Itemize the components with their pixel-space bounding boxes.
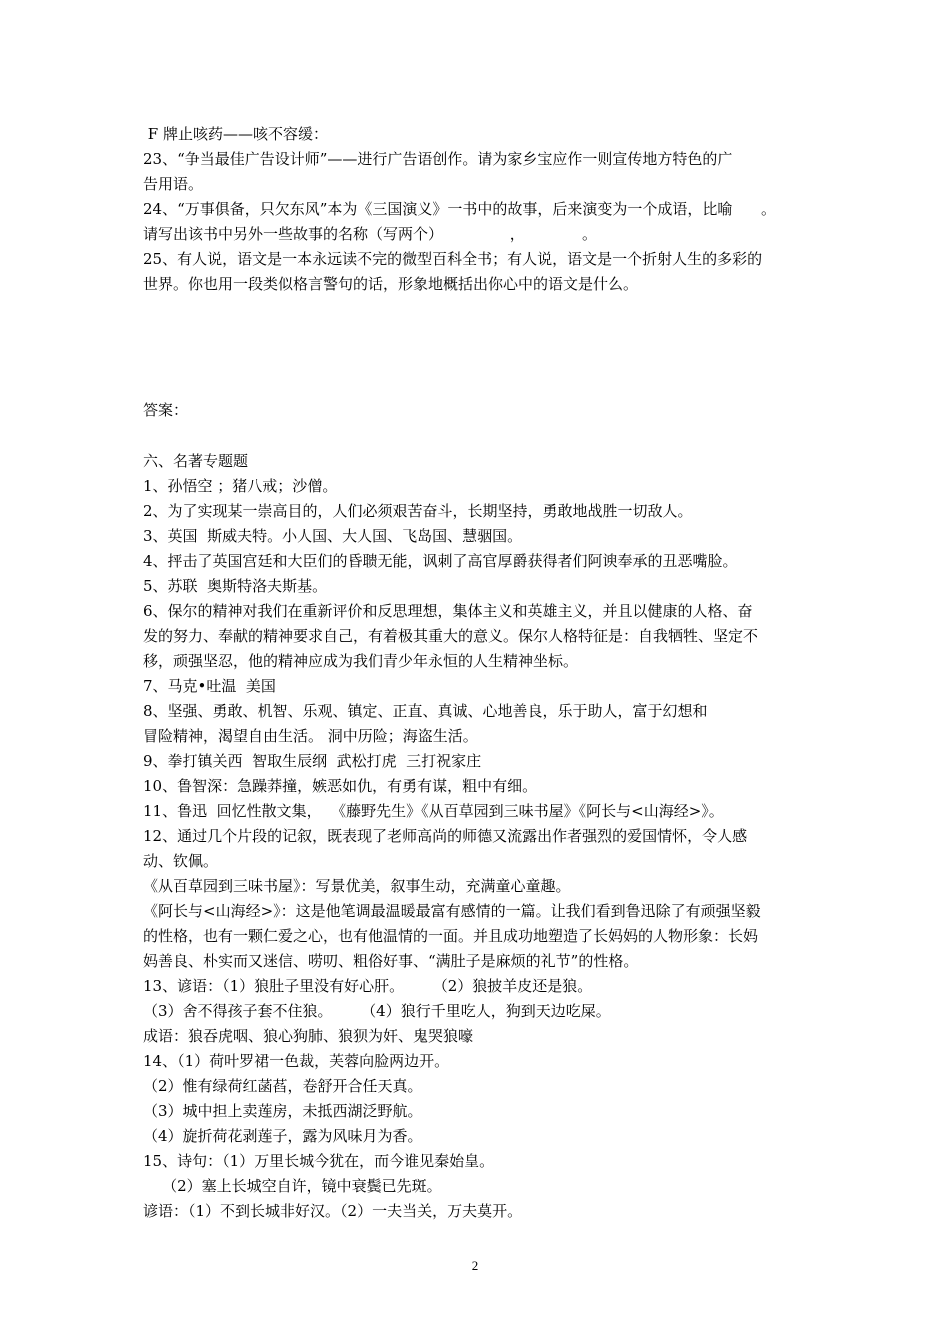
answer-line: （3）城中担上卖莲房，未抵西湖泛野航。 bbox=[143, 1102, 423, 1120]
answer-line: 4、抨击了英国宫廷和大臣们的昏聩无能，讽刺了高官厚爵获得者们阿谀奉承的丑恶嘴脸。 bbox=[143, 552, 738, 570]
answer-line: 六、名著专题题 bbox=[143, 452, 249, 470]
answer-line: 15、诗句：（1）万里长城今犹在，而今谁见秦始皇。 bbox=[143, 1152, 495, 1170]
answer-line: 13、谚语：（1）狼肚子里没有好心肝。 （2）狼披羊皮还是狼。 bbox=[143, 977, 593, 995]
answer-heading: 答案： bbox=[143, 401, 189, 419]
answer-line: 8、坚强、勇敢、机智、乐观、镇定、正直、真诚、心地善良，乐于助人，富于幻想和 bbox=[143, 702, 708, 720]
answer-line: 9、拳打镇关西 智取生辰纲 武松打虎 三打祝家庄 bbox=[143, 752, 482, 770]
question-line: 告用语。 bbox=[143, 175, 204, 193]
answer-line: 12、通过几个片段的记叙，既表现了老师高尚的师德又流露出作者强烈的爱国情怀，令人感 bbox=[143, 827, 748, 845]
answer-line: 妈善良、朴实而又迷信、唠叨、粗俗好事、“满肚子是麻烦的礼节”的性格。 bbox=[143, 952, 639, 970]
question-line: 23、“争当最佳广告设计师”——进行广告语创作。请为家乡宝应作一则宣传地方特色的广 bbox=[143, 150, 733, 168]
question-line: 25、有人说，语文是一本永远读不完的微型百科全书；有人说，语文是一个折射人生的多彩的 bbox=[143, 250, 763, 268]
answer-line: 移，顽强坚忍，他的精神应成为我们青少年永恒的人生精神坐标。 bbox=[143, 652, 579, 670]
page-number: 2 bbox=[471, 1258, 479, 1273]
answer-line: 1、孙悟空 ；猪八戒；沙僧。 bbox=[143, 477, 338, 495]
answer-line: 2、为了实现某一崇高目的，人们必须艰苦奋斗，长期坚持，勇敢地战胜一切敌人。 bbox=[143, 502, 693, 520]
answer-line: 《阿长与<山海经>》：这是他笔调最温暖最富有感情的一篇。让我们看到鲁迅除了有顽强坚毅 bbox=[143, 902, 761, 920]
answer-line: 谚语：（1）不到长城非好汉。（2）一夫当关，万夫莫开。 bbox=[143, 1202, 523, 1220]
answer-line: 10、鲁智深：急躁莽撞，嫉恶如仇，有勇有谋，粗中有细。 bbox=[143, 777, 538, 795]
question-line: 世界。你也用一段类似格言警句的话，形象地概括出你心中的语文是什么。 bbox=[143, 275, 639, 293]
answer-line: 成语：狼吞虎咽、狼心狗肺、狼狈为奸、鬼哭狼嚎 bbox=[143, 1027, 474, 1045]
answer-line: （3）舍不得孩子套不住狼。 （4）狼行千里吃人，狗到天边吃屎。 bbox=[143, 1002, 611, 1020]
answer-line: 冒险精神，渴望自由生活。 洞中历险；海盗生活。 bbox=[143, 727, 478, 745]
answer-line: 6、保尔的精神对我们在重新评价和反思理想，集体主义和英雄主义，并且以健康的人格、奋 bbox=[143, 602, 753, 620]
answer-line: 动、钦佩。 bbox=[143, 852, 219, 870]
question-line: 24、“万事俱备，只欠东风”本为《三国演义》一书中的故事，后来演变为一个成语，比喻 。 bbox=[143, 200, 777, 218]
answer-line: 11、鲁迅 回忆性散文集， 《藤野先生》《从百草园到三味书屋》《阿长与<山海经>》。 bbox=[143, 802, 724, 820]
question-line: F 牌止咳药——咳不容缓： bbox=[143, 125, 328, 143]
answer-line: 14、（1）荷叶罗裙一色裁，芙蓉向脸两边开。 bbox=[143, 1052, 450, 1070]
answer-line: 7、马克•吐温 美国 bbox=[143, 677, 276, 695]
answer-line: 发的努力、奉献的精神要求自己，有着极其重大的意义。保尔人格特征是：自我牺牲、坚定不 bbox=[143, 627, 759, 645]
answer-line: 5、苏联 奥斯特洛夫斯基。 bbox=[143, 577, 328, 595]
answer-line: （2）塞上长城空自许，镜中衰鬓已先斑。 bbox=[143, 1177, 442, 1195]
answer-line: 的性格，也有一颗仁爱之心，也有他温情的一面。并且成功地塑造了长妈妈的人物形象：长妈 bbox=[143, 927, 759, 945]
answer-line: 3、英国 斯威夫特。小人国、大人国、飞岛国、慧骃国。 bbox=[143, 527, 523, 545]
answer-line: 《从百草园到三味书屋》：写景优美，叙事生动，充满童心童趣。 bbox=[143, 877, 571, 895]
answer-line: （4）旋折荷花剥莲子，露为风味月为香。 bbox=[143, 1127, 423, 1145]
answer-line: （2）惟有绿荷红菡萏，卷舒开合任天真。 bbox=[143, 1077, 423, 1095]
question-line: 请写出该书中另外一些故事的名称（写两个） ， 。 bbox=[143, 225, 597, 243]
